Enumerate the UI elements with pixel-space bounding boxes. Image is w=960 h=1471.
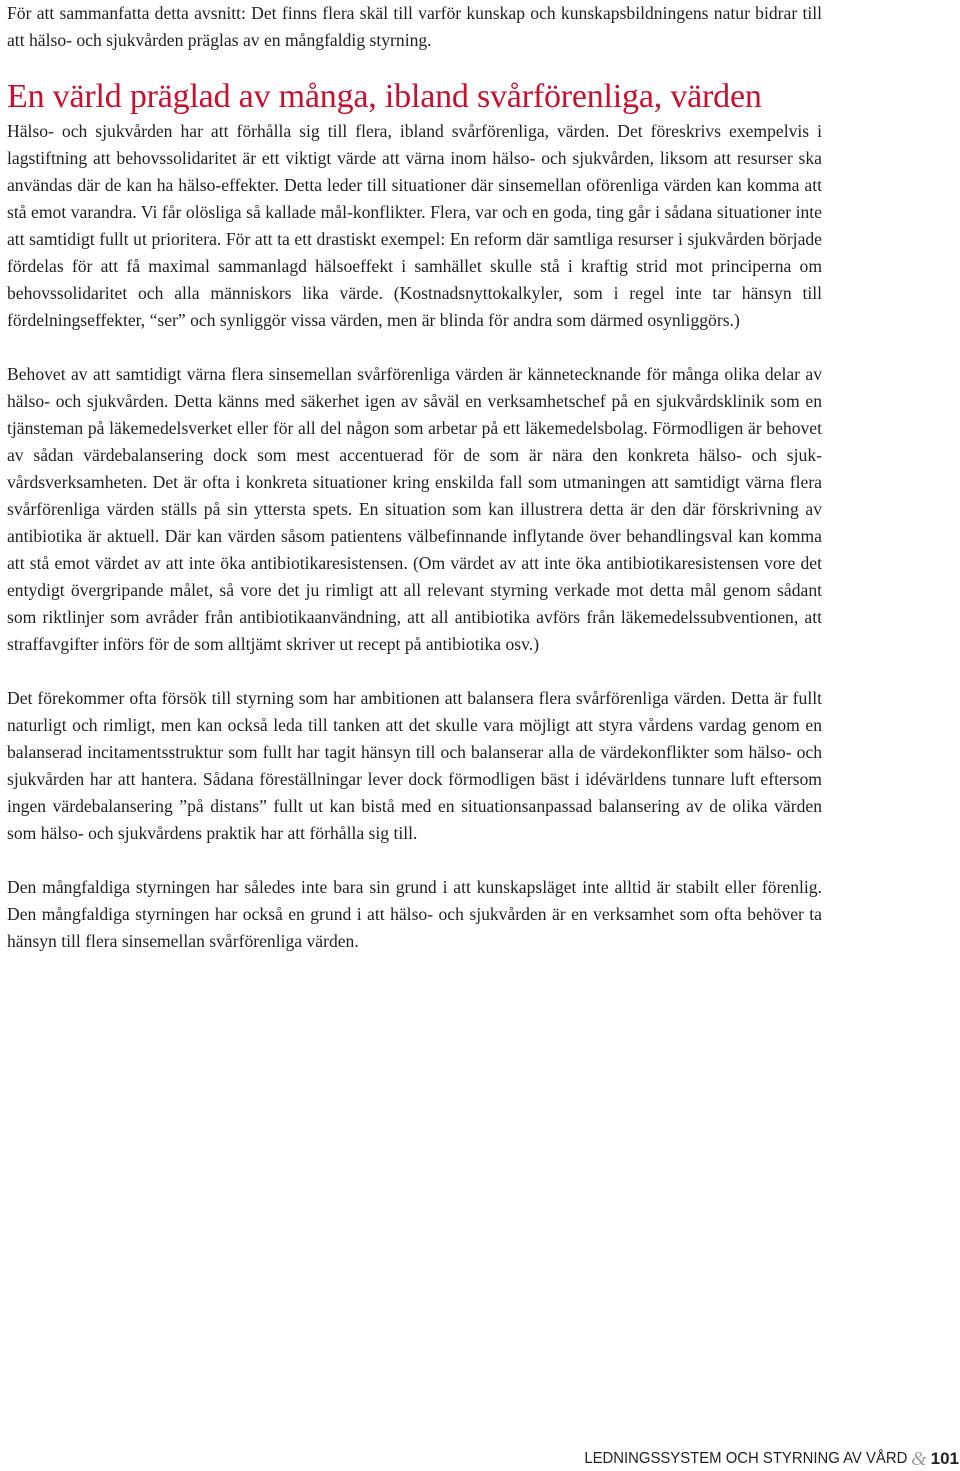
section-heading: En värld präglad av många, ibland svårförenliga, värden [7, 78, 762, 115]
body-paragraph-2: Behovet av att samtidigt värna flera sinsemellan svårförenliga värden är kännetecknande för många olika delar av hälso- och sjukvården. Detta känns med säkerhet igen av såväl en verksamhetschef på en sjukvårdsklinik som en tjänsteman på läkemedelsverket eller för all del någon som arbetar på ett läkemedelsbolag. Förmodligen är behovet av sådan värdebalansering dock som mest accentuerad för de som är nära den konkreta hälso- och sjukvårdsverksamheten. Det är ofta i konkreta situationer kring enskilda fall som utmaningen att samtidigt värna flera svårförenliga värden ställs på sin yttersta spets. En situation som kan illustrera detta är den där förskrivning av antibiotika är aktuell. Där kan värden såsom patientens välbefinnande inflytande över behandlingsval kan komma att stå emot värdet av att inte öka antibiotikaresistensen. (Om värdet av att inte öka antibiotikaresistensen vore det entydigt övergripande målet, så vore det ju rimligt att all relevant styrning verkade mot detta mål genom sådant som riktlinjer som avråder från antibiotikaanvändning, att all antibiotika avförs från läkemedelssubventionen, att straffavgifter införs för de som alltjämt skriver ut recept på antibiotika osv.) [7, 364, 822, 654]
body-paragraph-1: Hälso- och sjukvården har att förhålla sig till flera, ibland svårförenliga, värden. Det föreskrivs exempelvis i lagstiftning att behovssolidaritet är ett viktigt värde att värna inom hälso- och sjukvården, liksom att resurser ska användas där de kan ha hälso-effekter. Detta leder till situationer där sinsemellan oförenliga värden kan komma att stå emot varandra. Vi får olösliga så kallade mål-konflikter. Flera, var och en goda, ting går i sådana situationer inte att samtidigt fullt ut prioritera. För att ta ett drastiskt exempel: En reform där samtliga resurser i sjukvården började fördelas för att få maximal sammanlagd hälsoeffekt i samhället skulle stå i kraftig strid mot principerna om behovssolidaritet och alla människors lika värde. (Kostnadsnyttokalkyler, som i regel inte tar hänsyn till fördelningseffekter, “ser” och synliggör vissa värden, men är blinda för andra som därmed osynliggörs.) [7, 121, 822, 330]
document-page [7, 0, 822, 955]
footer-ampersand: & [911, 1447, 927, 1470]
intro-paragraph: För att sammanfatta detta avsnitt: Det finns flera skäl till varför kunskap och kunskapsbildningens natur bidrar till att hälso- och sjukvården präglas av en mångfaldig styrning. [7, 3, 822, 50]
page-number: 101 [930, 1449, 959, 1468]
body-paragraph-4: Den mångfaldiga styrningen har således inte bara sin grund i att kunskapsläget inte alltid är stabilt eller förenlig. Den mångfaldiga styrningen har också en grund i att hälso- och sjukvården är en verksamhet som ofta behöver ta hänsyn till flera sinsemellan svårförenliga värden. [7, 877, 822, 951]
body-paragraph-3: Det förekommer ofta försök till styrning som har ambitionen att balansera flera svårförenliga värden. Detta är fullt naturligt och rimligt, men kan också leda till tanken att det skulle vara möjligt att styra vårdens vardag genom en balanserad incitamentsstruktur som fullt har tagit hänsyn till och balanserar alla de värdekonflikter som hälso- och sjukvården har att hantera. Sådana föreställningar lever dock förmodligen bäst i idévärldens tunnare luft eftersom ingen värdebalansering ”på distans” fullt ut kan bistå med en situationsanpassad balansering av de olika värden som hälso- och sjukvårdens praktik har att förhålla sig till. [7, 688, 822, 843]
page-footer [560, 1447, 960, 1471]
footer-title: LEDNINGSSYSTEM OCH STYRNING AV VÅRD [584, 1450, 908, 1467]
